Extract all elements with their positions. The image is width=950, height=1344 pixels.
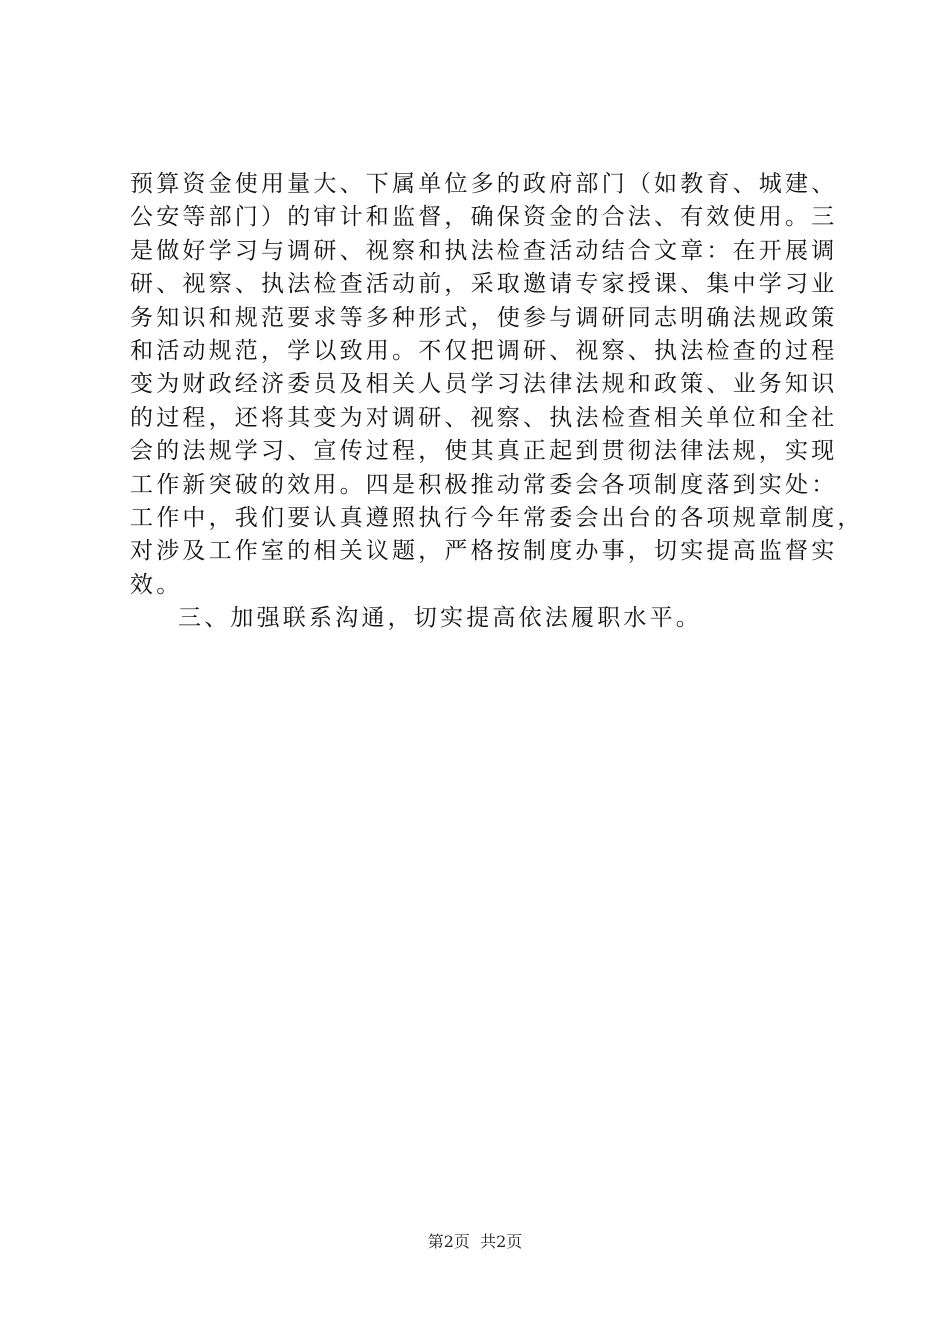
section-heading: 三、加强联系沟通，切实提高依法履职水平。 [178, 605, 702, 632]
text-line: 会的法规学习、宣传过程，使其真正起到贯彻法律法规，实现 [130, 438, 838, 465]
text-line: 效。 [130, 571, 183, 598]
text-line: 是做好学习与调研、视察和执法检查活动结合文章：在开展调 [130, 237, 838, 264]
text-line: 变为财政经济委员及相关人员学习法律法规和政策、业务知识 [130, 371, 838, 398]
text-line: 预算资金使用量大、下属单位多的政府部门（如教育、城建、 [130, 171, 838, 197]
text-line: 和活动规范，学以致用。不仅把调研、视察、执法检查的过程 [130, 337, 838, 364]
text-line: 务知识和规范要求等多种形式，使参与调研同志明确法规政策 [130, 304, 838, 331]
page-number-label: 第2页 共2页 [427, 1232, 523, 1251]
text-line: 工作新突破的效用。四是积极推动常委会各项制度落到实处： [130, 471, 838, 498]
text-line: 工作中，我们要认真遵照执行今年常委会出台的各项规章制度， [130, 504, 864, 531]
text-line: 对涉及工作室的相关议题，严格按制度办事，切实提高监督实 [130, 538, 838, 565]
text-line: 公安等部门）的审计和监督，确保资金的合法、有效使用。三 [130, 204, 838, 231]
text-line: 研、视察、执法检查活动前，采取邀请专家授课、集中学习业 [130, 271, 838, 298]
page-footer [0, 1232, 950, 1252]
body-text [130, 168, 864, 635]
text-line: 的过程，还将其变为对调研、视察、执法检查相关单位和全社 [130, 404, 838, 431]
